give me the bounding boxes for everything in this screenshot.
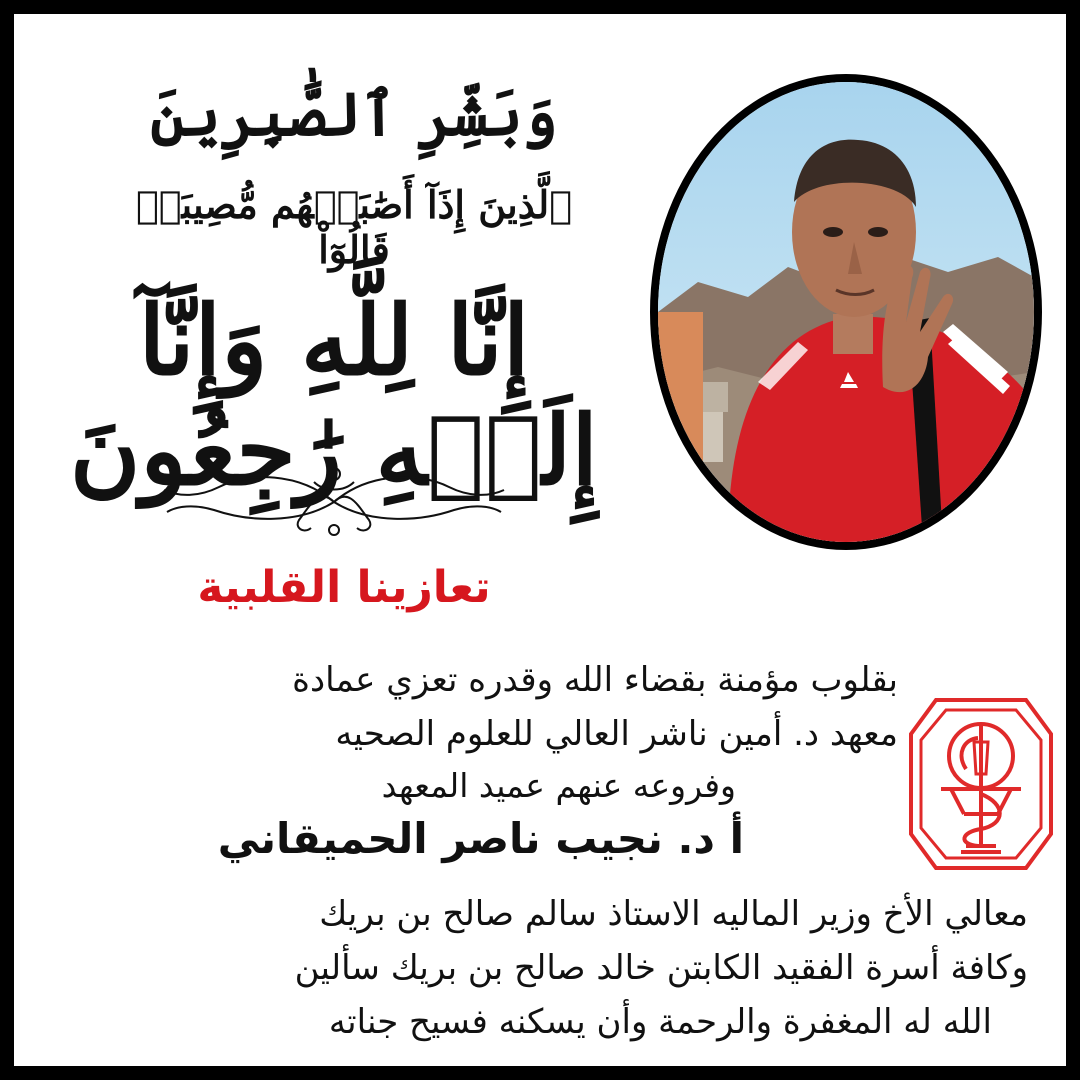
decorative-divider-icon	[159, 462, 509, 542]
institute-logo-icon	[906, 694, 1056, 874]
dean-name: أ د. نجيب ناصر الحميقاني	[217, 814, 744, 863]
body-line-7: الله له المغفرة والرحمة وأن يسكنه فسيح جناته	[328, 1002, 992, 1042]
body-line-2: معهد د. أمين ناشر العالي للعلوم الصحيه	[335, 714, 898, 754]
portrait-illustration-icon	[658, 82, 1034, 542]
body-line-5: معالي الأخ وزير الماليه الاستاذ سالم صالح بن بريك	[319, 894, 1028, 934]
body-line-1: بقلوب مؤمنة بقضاء الله وقدره تعزي عمادة	[292, 660, 898, 700]
verse-line-1: وَبَشِّرِ ٱلصَّٰبِرِينَ	[150, 80, 558, 150]
portrait-photo	[650, 74, 1042, 550]
body-line-3: وفروعه عنهم عميد المعهد	[381, 766, 736, 805]
condolence-heading: تعازينا القلبية	[197, 562, 491, 613]
condolence-card	[14, 14, 1066, 1066]
body-line-6: وكافة أسرة الفقيد الكابتن خالد صالح بن بريك سألين	[294, 948, 1028, 988]
verse-line-2: ٱلَّذِينَ إِذَآ أَصَٰبَتۡهُم مُّصِيبَةٞ قَالُوٓاْ	[135, 182, 573, 272]
verse-line-3: إِنَّا لِلَّهِ وَإِنَّآ إِلَيۡهِ رَٰجِعُونَ	[69, 284, 599, 508]
